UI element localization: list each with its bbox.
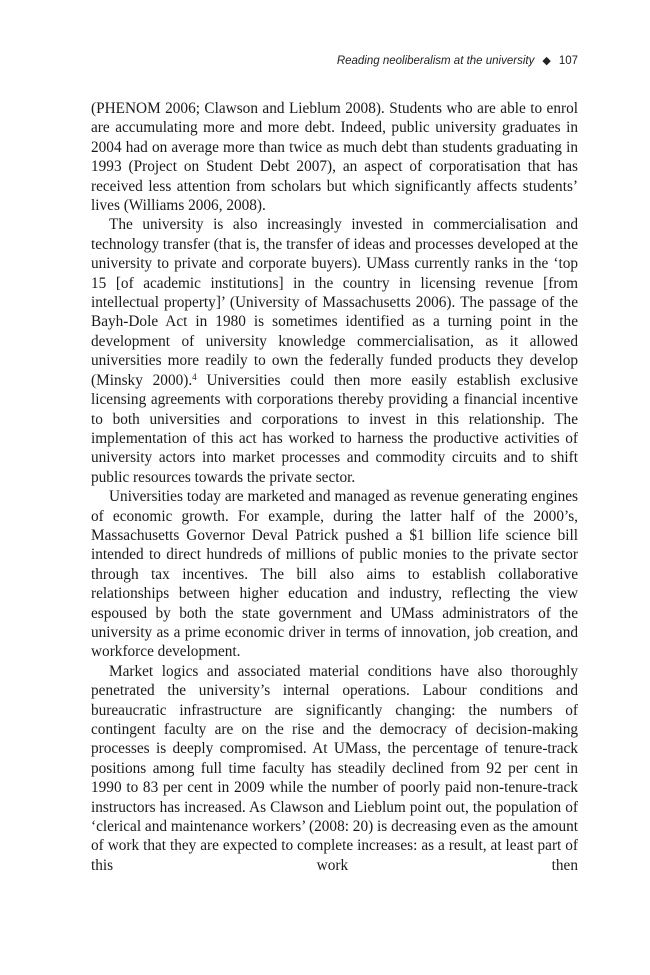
paragraph-3: Universities today are marketed and managed as revenue generating engines of economic growth. For example, during the latter half of the 2000’s, Massachusetts Governor Deval Patrick pushed a $1 billion life science bill intended to direct hundreds of millions of public monies to the private sector through tax incentives. The bill also aims to establish collaborative relationships between higher education and industry, reflecting the view espoused by both the state government and UMass administrators of the university as a prime economic driver in terms of innovation, job creation, and workforce development. xyxy=(91,488,578,661)
paragraph-1: (PHENOM 2006; Clawson and Lieblum 2008). Students who are able to enrol are accumulating more and more debt. Indeed, public university graduates in 2004 had on average more than twice as much debt than students graduating in 1993 (Project on Student Debt 2007), an aspect of corporatisation that has received less attention from scholars but which significantly affects students’ lives (Williams 2006, 2008). xyxy=(91,100,578,215)
paragraph-2-text-b: Universities could then more easily establish exclusive licensing agreements with corporations thereby providing a financial incentive to both universities and corporations to invest in this relationship. The implementation of this act has worked to harness the productive activities of university actors into market processes and commodity circuits and to shift public resources towards the private sector. xyxy=(91,371,578,486)
footnote-marker[interactable]: 4 xyxy=(192,371,197,382)
running-head xyxy=(337,55,578,67)
paragraph-4: Market logics and associated material conditions have also thoroughly penetrated the university’s internal operations. Labour conditions and bureaucratic infrastructure are significantly changing: the numbers of contingent faculty are on the rise and the democracy of decision-making processes is deeply compromised. At UMass, the percentage of tenure-track positions among full time faculty has steadily declined from 92 per cent in 1990 to 83 per cent in 2009 while the number of poorly paid non-tenure-track instructors has increased. As Clawson and Lieblum point out, the population of ‘clerical and maintenance workers’ (2008: 20) is decreasing even as the amount of work that they are expected to complete increases: as a result, at least part of this work then xyxy=(91,662,578,874)
paragraph-2 xyxy=(91,215,578,487)
body-text xyxy=(91,99,578,875)
page-number: 107 xyxy=(558,55,578,67)
diamond-separator-icon: ◆ xyxy=(542,54,551,67)
running-head-title: Reading neoliberalism at the university xyxy=(336,55,535,67)
paragraph-2-text-a: The university is also increasingly invested in commercialisation and technology transfer (that is, the transfer of ideas and processes developed at the university to private and corporate buyers). UMass currently ranks in the ‘top 15 [of academic institutions] in the country in licensing revenue [from intellectual property]’ (University of Massachusetts 2006). The passage of the Bayh-Dole Act in 1980 is sometimes identified as a turning point in the development of university knowledge commercialisation, as it allowed universities more readily to own the federally funded products they develop (Minsky 2000). xyxy=(91,216,578,389)
